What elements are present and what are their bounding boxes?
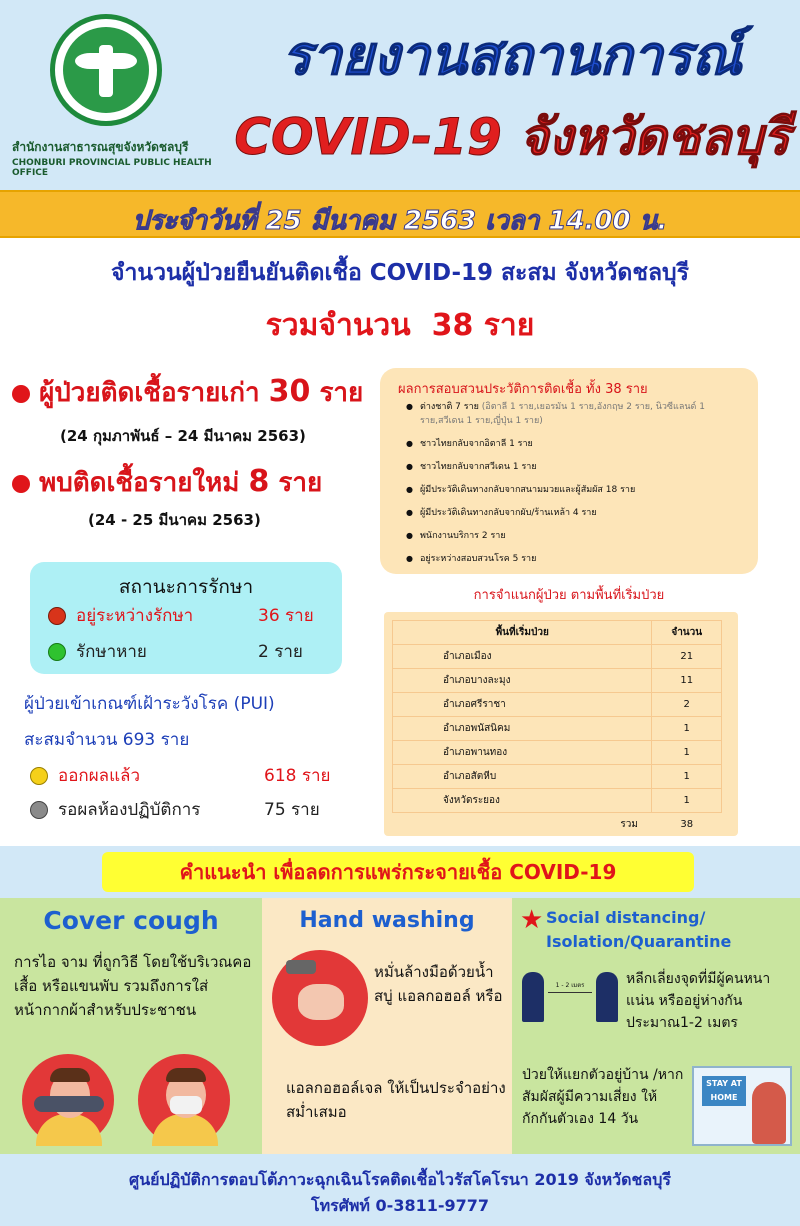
caduceus-icon xyxy=(99,45,113,97)
cumulative-total: รวมจำนวน 38 ราย xyxy=(265,308,535,343)
new-cases: พบติดเชื้อรายใหม่ 8 ราย xyxy=(12,462,382,503)
coughing-person-icon xyxy=(22,1054,114,1146)
list-item: ● ต่างชาติ 7 ราย (อิตาลี 1 ราย,เยอรมัน 1 ราย,อังกฤษ 2 ราย, นิวซีแลนด์ 1 ราย,สวีเดน 1 ราย,ญี่ปุ่น 1 ราย) xyxy=(406,400,750,428)
cumulative-headline: จำนวนผู้ป่วยยืนยันติดเชื้อ COVID-19 สะสม จังหวัดชลบุรี xyxy=(110,260,689,286)
cover-cough-title: Cover cough xyxy=(43,906,219,935)
list-item: ● ผู้มีประวัติเดินทางกลับจากสนามมวยและผู้สัมผัส 18 ราย xyxy=(406,483,750,497)
new-cases-range: (24 - 25 มีนาคม 2563) xyxy=(88,511,261,529)
status-dot-icon xyxy=(48,607,66,625)
distance-label: 1 - 2 เมตร xyxy=(555,982,585,989)
hand-washing-title: Hand washing xyxy=(299,908,475,933)
column-header: พื้นที่เริ่มป่วย xyxy=(393,621,652,645)
footer-center-name: ศูนย์ปฏิบัติการตอบโต้ภาวะฉุกเฉินโรคติดเชื้อไวรัสโคโรนา 2019 จังหวัดชลบุรี xyxy=(129,1170,671,1189)
list-item: ● ชาวไทยกลับจากอิตาลี 1 ราย xyxy=(406,437,750,451)
office-name-thai: สำนักงานสาธารณสุขจังหวัดชลบุรี xyxy=(12,140,189,154)
cover-cough-panel xyxy=(0,898,262,1154)
table-total-row: รวม 38 xyxy=(620,819,694,831)
social-distancing-panel xyxy=(512,898,800,1154)
header xyxy=(0,0,800,190)
date-banner xyxy=(0,190,800,238)
cover-cough-text: การไอ จาม ที่ถูกวิธี โดยใช้บริเวณคอเสื้อ หรือแขนพับ รวมถึงการใส่หน้ากากผ้าสำหรับประชาชน xyxy=(14,953,252,1019)
list-item: ● พนักงานบริการ 2 ราย xyxy=(406,529,750,543)
star-icon: ★ xyxy=(520,905,544,935)
advice-banner xyxy=(0,846,800,898)
report-date: ประจำวันที่ 25 มีนาคม 2563 เวลา 14.00 น. xyxy=(132,206,668,236)
distribution-title: การจำแนกผู้ป่วย ตามพื้นที่เริ่มป่วย xyxy=(473,588,665,603)
treatment-title: สถานะการรักษา xyxy=(118,576,254,598)
table-row: อำเภอพานทอง 1 xyxy=(393,741,722,765)
footer xyxy=(0,1154,800,1226)
ministry-logo xyxy=(50,14,162,126)
investigation-title: ผลการสอบสวนประวัติการติดเชื้อ ทั้ง 38 ราย xyxy=(398,382,648,397)
hand-washing-panel xyxy=(262,898,512,1154)
list-item: ● อยู่ระหว่างสอบสวนโรค 5 ราย xyxy=(406,552,750,566)
red-dot-icon xyxy=(12,385,30,403)
pui-pending-row: รอผลห้องปฏิบัติการ 75 ราย xyxy=(30,796,360,823)
distancing-icon xyxy=(520,964,620,1028)
in-treatment-row: อยู่ระหว่างรักษา 36 ราย xyxy=(48,602,338,629)
table-row: อำเภอศรีราชา 2 xyxy=(393,693,722,717)
advice-title: คำแนะนำ เพื่อลดการแพร่กระจายเชื้อ COVID-19 xyxy=(102,852,694,892)
old-cases-range: (24 กุมภาพันธ์ – 24 มีนาคม 2563) xyxy=(60,427,306,445)
investigation-box xyxy=(380,368,758,574)
office-name-english: CHONBURI PROVINCIAL PUBLIC HEALTH OFFICE xyxy=(12,158,212,178)
hand-washing-icon xyxy=(272,950,368,1046)
pui-title: ผู้ป่วยเข้าเกณฑ์เฝ้าระวังโรค (PUI) xyxy=(24,694,275,714)
pui-total: สะสมจำนวน 693 ราย xyxy=(24,730,190,750)
isolation-text: ป่วยให้แยกตัวอยู่บ้าน /หากสัมผัสผู้มีความเสี่ยง ให้กักกันตัวเอง 14 วัน xyxy=(522,1067,684,1127)
table-header-row xyxy=(393,621,722,645)
red-dot-icon xyxy=(12,475,30,493)
report-title: รายงานสถานการณ์ xyxy=(282,24,742,87)
old-cases: ผู้ป่วยติดเชื้อรายเก่า 30 ราย xyxy=(12,372,382,413)
status-dot-icon xyxy=(30,767,48,785)
pui-result-out-row: ออกผลแล้ว 618 ราย xyxy=(30,762,360,789)
footer-phone: โทรศัพท์ 0-3811-9777 xyxy=(310,1196,490,1215)
masked-person-icon xyxy=(138,1054,230,1146)
recovered-row: รักษาหาย 2 ราย xyxy=(48,638,338,665)
list-item: ● ผู้มีประวัติเดินทางกลับจากผับ/ร้านเหล้า 4 ราย xyxy=(406,506,750,520)
status-dot-icon xyxy=(30,801,48,819)
table-row: อำเภอเมือง 21 xyxy=(393,645,722,669)
social-distancing-title: Social distancing/ Isolation/Quarantine xyxy=(546,908,732,951)
status-dot-icon xyxy=(48,643,66,661)
social-distancing-text: หลีกเลี่ยงจุดที่มีผู้คนหนาแน่น หรืออยู่ห่างกันประมาณ1-2 เมตร xyxy=(626,971,771,1031)
table-row: อำเภอบางละมุง 11 xyxy=(393,669,722,693)
stay-at-home-icon: STAY AT HOME xyxy=(692,1066,792,1146)
distribution-table xyxy=(384,612,738,836)
column-header: จำนวน xyxy=(652,621,722,645)
hand-washing-text: หมั่นล้างมือด้วยน้ำสบู่ แอลกอฮอล์ หรือ xyxy=(374,963,503,1005)
investigation-list xyxy=(406,400,750,575)
table-row: จังหวัดระยอง 1 xyxy=(393,789,722,813)
list-item: ● ชาวไทยกลับจากสวีเดน 1 ราย xyxy=(406,460,750,474)
treatment-status-box xyxy=(30,562,342,674)
table-row: อำเภอสัตหีบ 1 xyxy=(393,765,722,789)
report-subtitle: COVID-19 จังหวัดชลบุรี xyxy=(234,108,790,166)
table-row: อำเภอพนัสนิคม 1 xyxy=(393,717,722,741)
hand-washing-text-2: แอลกอฮอล์เจล ให้เป็นประจำอย่างสม่ำเสมอ xyxy=(286,1079,506,1121)
